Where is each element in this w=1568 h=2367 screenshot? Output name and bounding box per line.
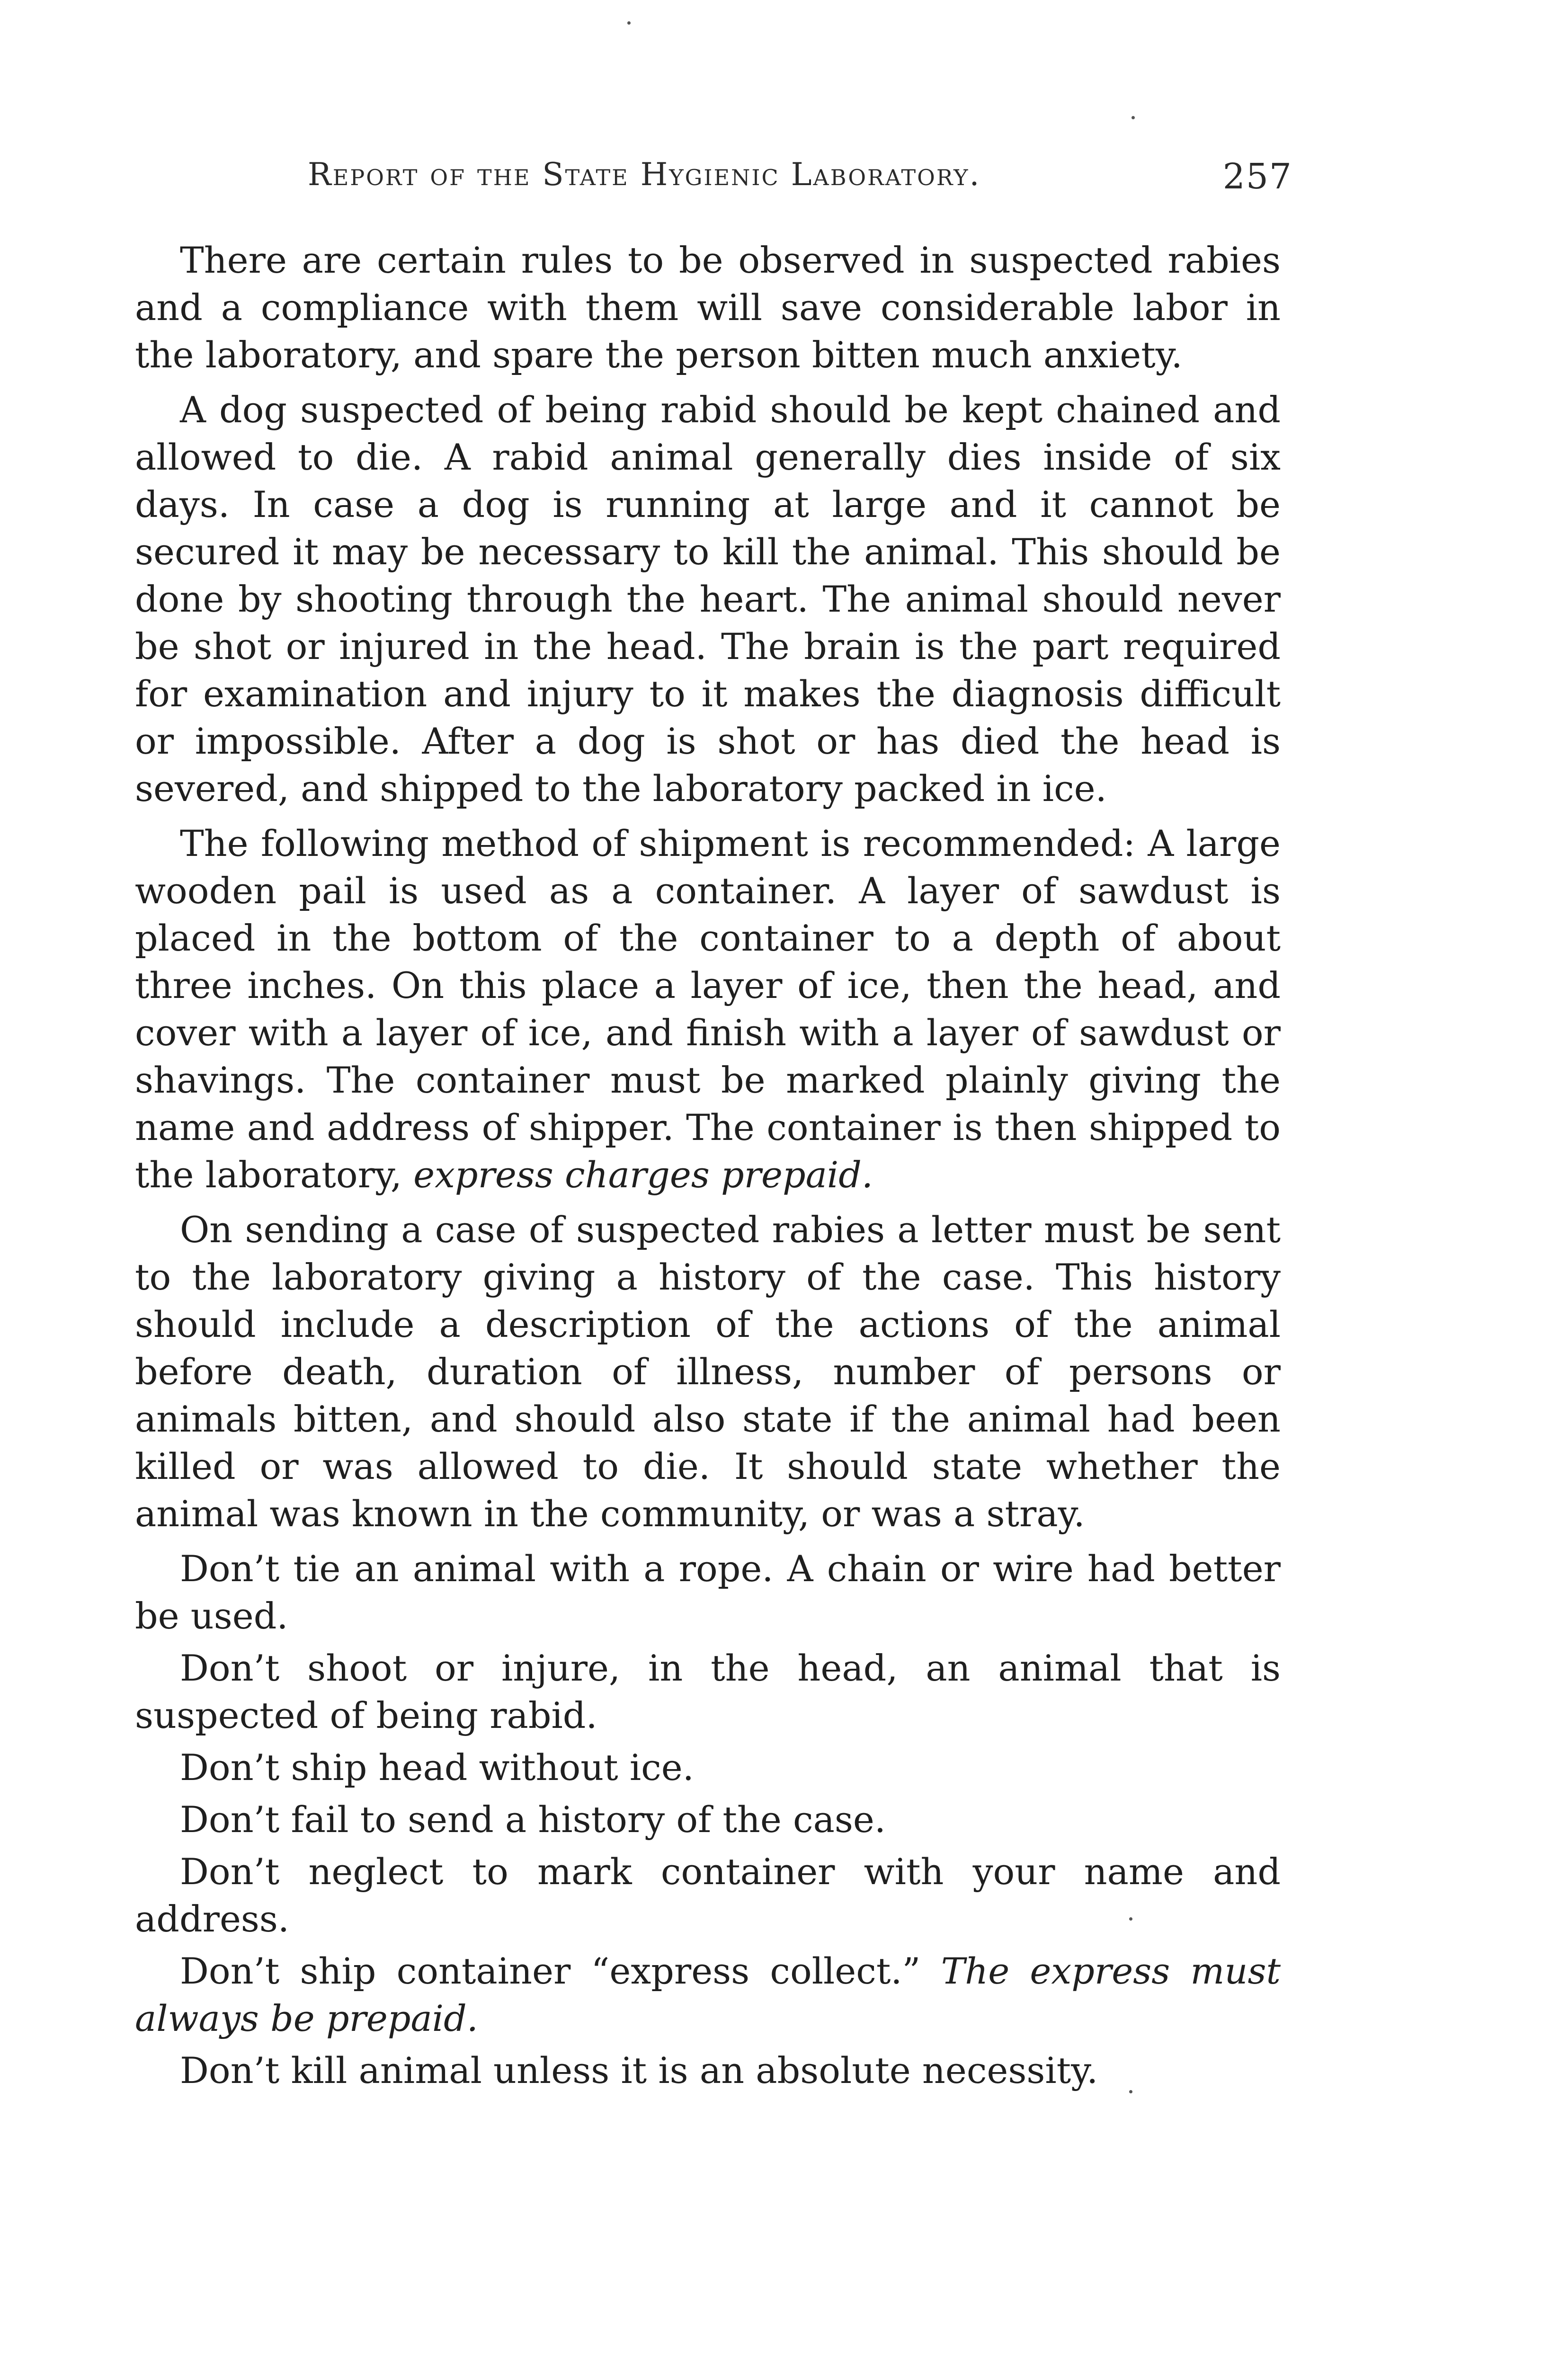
rule-express-collect	[135, 1948, 1281, 2042]
rule-history: Don’t fail to send a history of the case.	[180, 1798, 886, 1841]
express-collect-text: Don’t ship container “express collect.”	[180, 1950, 921, 1992]
running-title: Report of the State Hygienic Laboratory.	[308, 156, 981, 193]
paragraph-shipment-method	[135, 820, 1281, 1199]
shipment-method-italic: express charges prepaid.	[413, 1154, 873, 1196]
rule-shoot-head: Don’t shoot or injure, in the head, an animal that is suspected of being rabid.	[135, 1647, 1281, 1736]
paragraph-history-letter: On sending a case of suspected rabies a letter must be sent to the laboratory giving a history of the case. This history should include a description of the actions of the animal before death, duration of illness, number of persons or animals bitten, and should also state if the animal had been killed or was allowed to die. It should state whether the animal was known in the community, or was a stray.	[135, 1209, 1281, 1535]
scan-speck	[1131, 116, 1135, 119]
express-collect-italic: The express must always be prepaid.	[135, 1950, 1281, 2039]
rule-rope: Don’t tie an animal with a rope. A chain or wire had better be used.	[135, 1548, 1281, 1637]
paragraph-dog-suspected: A dog suspected of being rabid should be kept chained and allowed to die. A rabid animal generally dies inside of six days. In case a dog is running at large and it cannot be secured it may be necessary to kill the animal. This should be done by shooting through the heart. The animal should never be shot or injured in the head. The brain is the part required for examination and injury to it makes the diagnosis difficult or impossible. After a dog is shot or has died the head is severed, and shipped to the laboratory packed in ice.	[135, 389, 1281, 810]
scan-speck	[1129, 1917, 1132, 1921]
rule-mark-container: Don’t neglect to mark container with your name and address.	[135, 1851, 1281, 1940]
scan-speck	[627, 21, 631, 25]
rule-kill-animal: Don’t kill animal unless it is an absolute necessity.	[180, 2049, 1098, 2091]
body-text	[135, 237, 1281, 2099]
running-head	[251, 147, 1292, 199]
scan-speck	[1129, 2090, 1132, 2093]
page-number: 257	[1222, 156, 1292, 197]
rule-ice: Don’t ship head without ice.	[180, 1746, 694, 1789]
paragraph-rules-intro: There are certain rules to be observed in suspected rabies and a compliance with them will save considerable labor in the laboratory, and spare the person bitten much anxiety.	[135, 239, 1281, 376]
shipment-method-text: The following method of shipment is recommended: A large wooden pail is used as a container. A layer of sawdust is placed in the bottom of the container to a depth of about three inches. On this place a layer of ice, then the head, and cover with a layer of ice, and finish with a layer of sawdust or shavings. The container must be marked plainly giving the name and address of shipper. The container is then shipped to the laboratory,	[135, 822, 1281, 1196]
